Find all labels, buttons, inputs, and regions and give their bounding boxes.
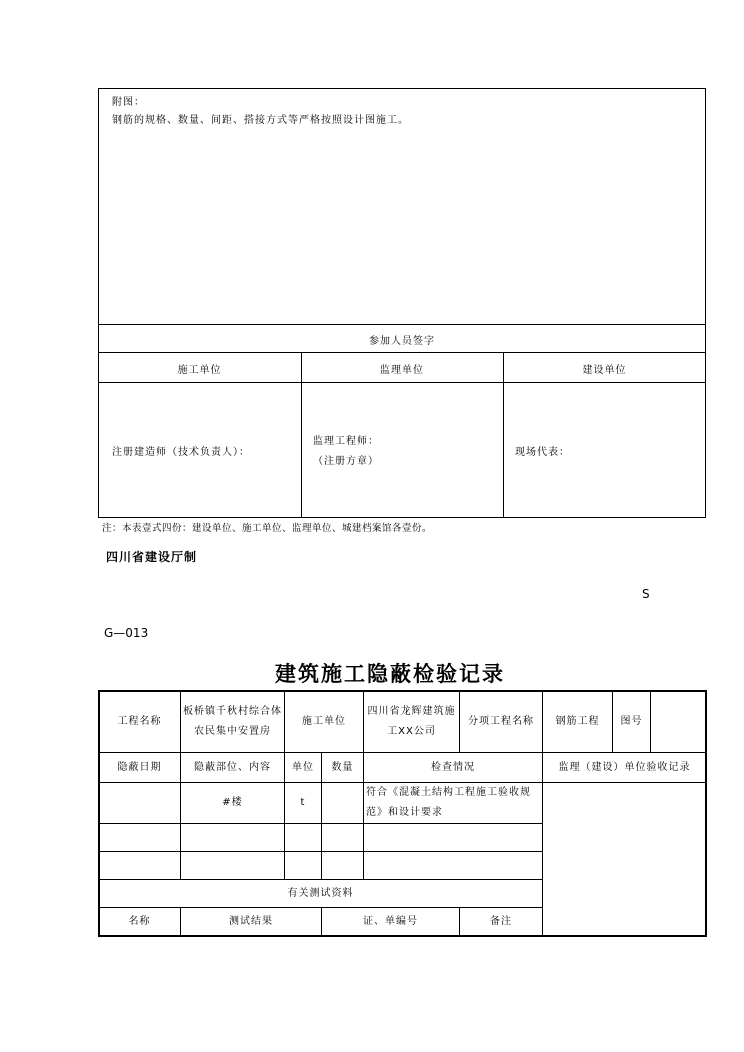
row1-unit: t <box>285 783 322 824</box>
hidden-inspection-record-table <box>98 690 707 937</box>
issuer: 四川省建设厅制 <box>106 550 198 564</box>
test-name-label: 名称 <box>99 908 181 937</box>
divider <box>98 352 706 353</box>
construction-signature-field: 注册建造师（技术负责人）： <box>112 447 250 458</box>
hidden-date-label: 隐蔽日期 <box>99 753 181 783</box>
form-code-s: S <box>642 587 650 601</box>
column-divider <box>301 352 302 518</box>
row1-date <box>99 783 181 824</box>
remark-label: 备注 <box>460 908 543 937</box>
row1-inspection: 符合《混凝土结构工程施工验收规范》和设计要求 <box>364 783 543 824</box>
project-name-value: 板桥镇千秋村综合体农民集中安置房 <box>181 691 285 753</box>
acceptance-label: 监理（建设）单位验收记录 <box>543 753 707 783</box>
row1-part: #楼 <box>181 783 285 824</box>
row3-quantity <box>322 852 364 880</box>
supervision-seal-field: （注册方章） <box>313 456 379 467</box>
row2-date <box>99 824 181 852</box>
row3-unit <box>285 852 322 880</box>
quantity-label: 数量 <box>322 753 364 783</box>
row3-inspection <box>364 852 543 880</box>
form-code-g: G—013 <box>104 626 149 640</box>
col-supervision-unit: 监理单位 <box>380 365 424 376</box>
signature-header: 参加人员签字 <box>369 336 435 347</box>
owner-signature-field: 现场代表： <box>515 447 570 458</box>
row2-quantity <box>322 824 364 852</box>
cert-no-label: 证、单编号 <box>322 908 460 937</box>
construction-unit-value: 四川省龙辉建筑施工XX公司 <box>364 691 460 753</box>
row2-unit <box>285 824 322 852</box>
table-border-top <box>98 690 706 692</box>
attachment-text: 钢筋的规格、数量、间距、搭接方式等严格按照设计图施工。 <box>112 115 409 126</box>
drawing-no-label: 图号 <box>613 691 651 753</box>
test-result-label: 测试结果 <box>181 908 322 937</box>
row3-part <box>181 852 285 880</box>
table-border-left <box>98 690 100 936</box>
sub-project-value: 钢筋工程 <box>543 691 613 753</box>
divider <box>98 324 706 325</box>
col-construction-unit: 施工单位 <box>177 365 222 376</box>
row2-inspection <box>364 824 543 852</box>
table-border-bottom <box>98 935 706 937</box>
supervision-signature-field: 监理工程师： <box>313 436 379 447</box>
column-divider <box>503 352 504 518</box>
form-note: 注：本表壹式四份：建设单位、施工单位、监理单位、城建档案馆各壹份。 <box>102 523 433 534</box>
unit-label: 单位 <box>285 753 322 783</box>
row3-date <box>99 852 181 880</box>
row2-part <box>181 824 285 852</box>
page-title: 建筑施工隐蔽检验记录 <box>275 662 505 686</box>
construction-unit-label: 施工单位 <box>285 691 364 753</box>
inspection-label: 检查情况 <box>364 753 543 783</box>
test-data-header: 有关测试资料 <box>99 880 543 908</box>
divider <box>98 382 706 383</box>
sub-project-label: 分项工程名称 <box>460 691 543 753</box>
hidden-part-label: 隐蔽部位、内容 <box>181 753 285 783</box>
drawing-no-value <box>651 691 707 753</box>
row1-quantity <box>322 783 364 824</box>
table-border-right <box>705 690 707 936</box>
project-name-label: 工程名称 <box>99 691 181 753</box>
attachment-label: 附图： <box>112 97 145 108</box>
acceptance-record-cell <box>543 783 707 937</box>
col-owner-unit: 建设单位 <box>582 365 627 376</box>
